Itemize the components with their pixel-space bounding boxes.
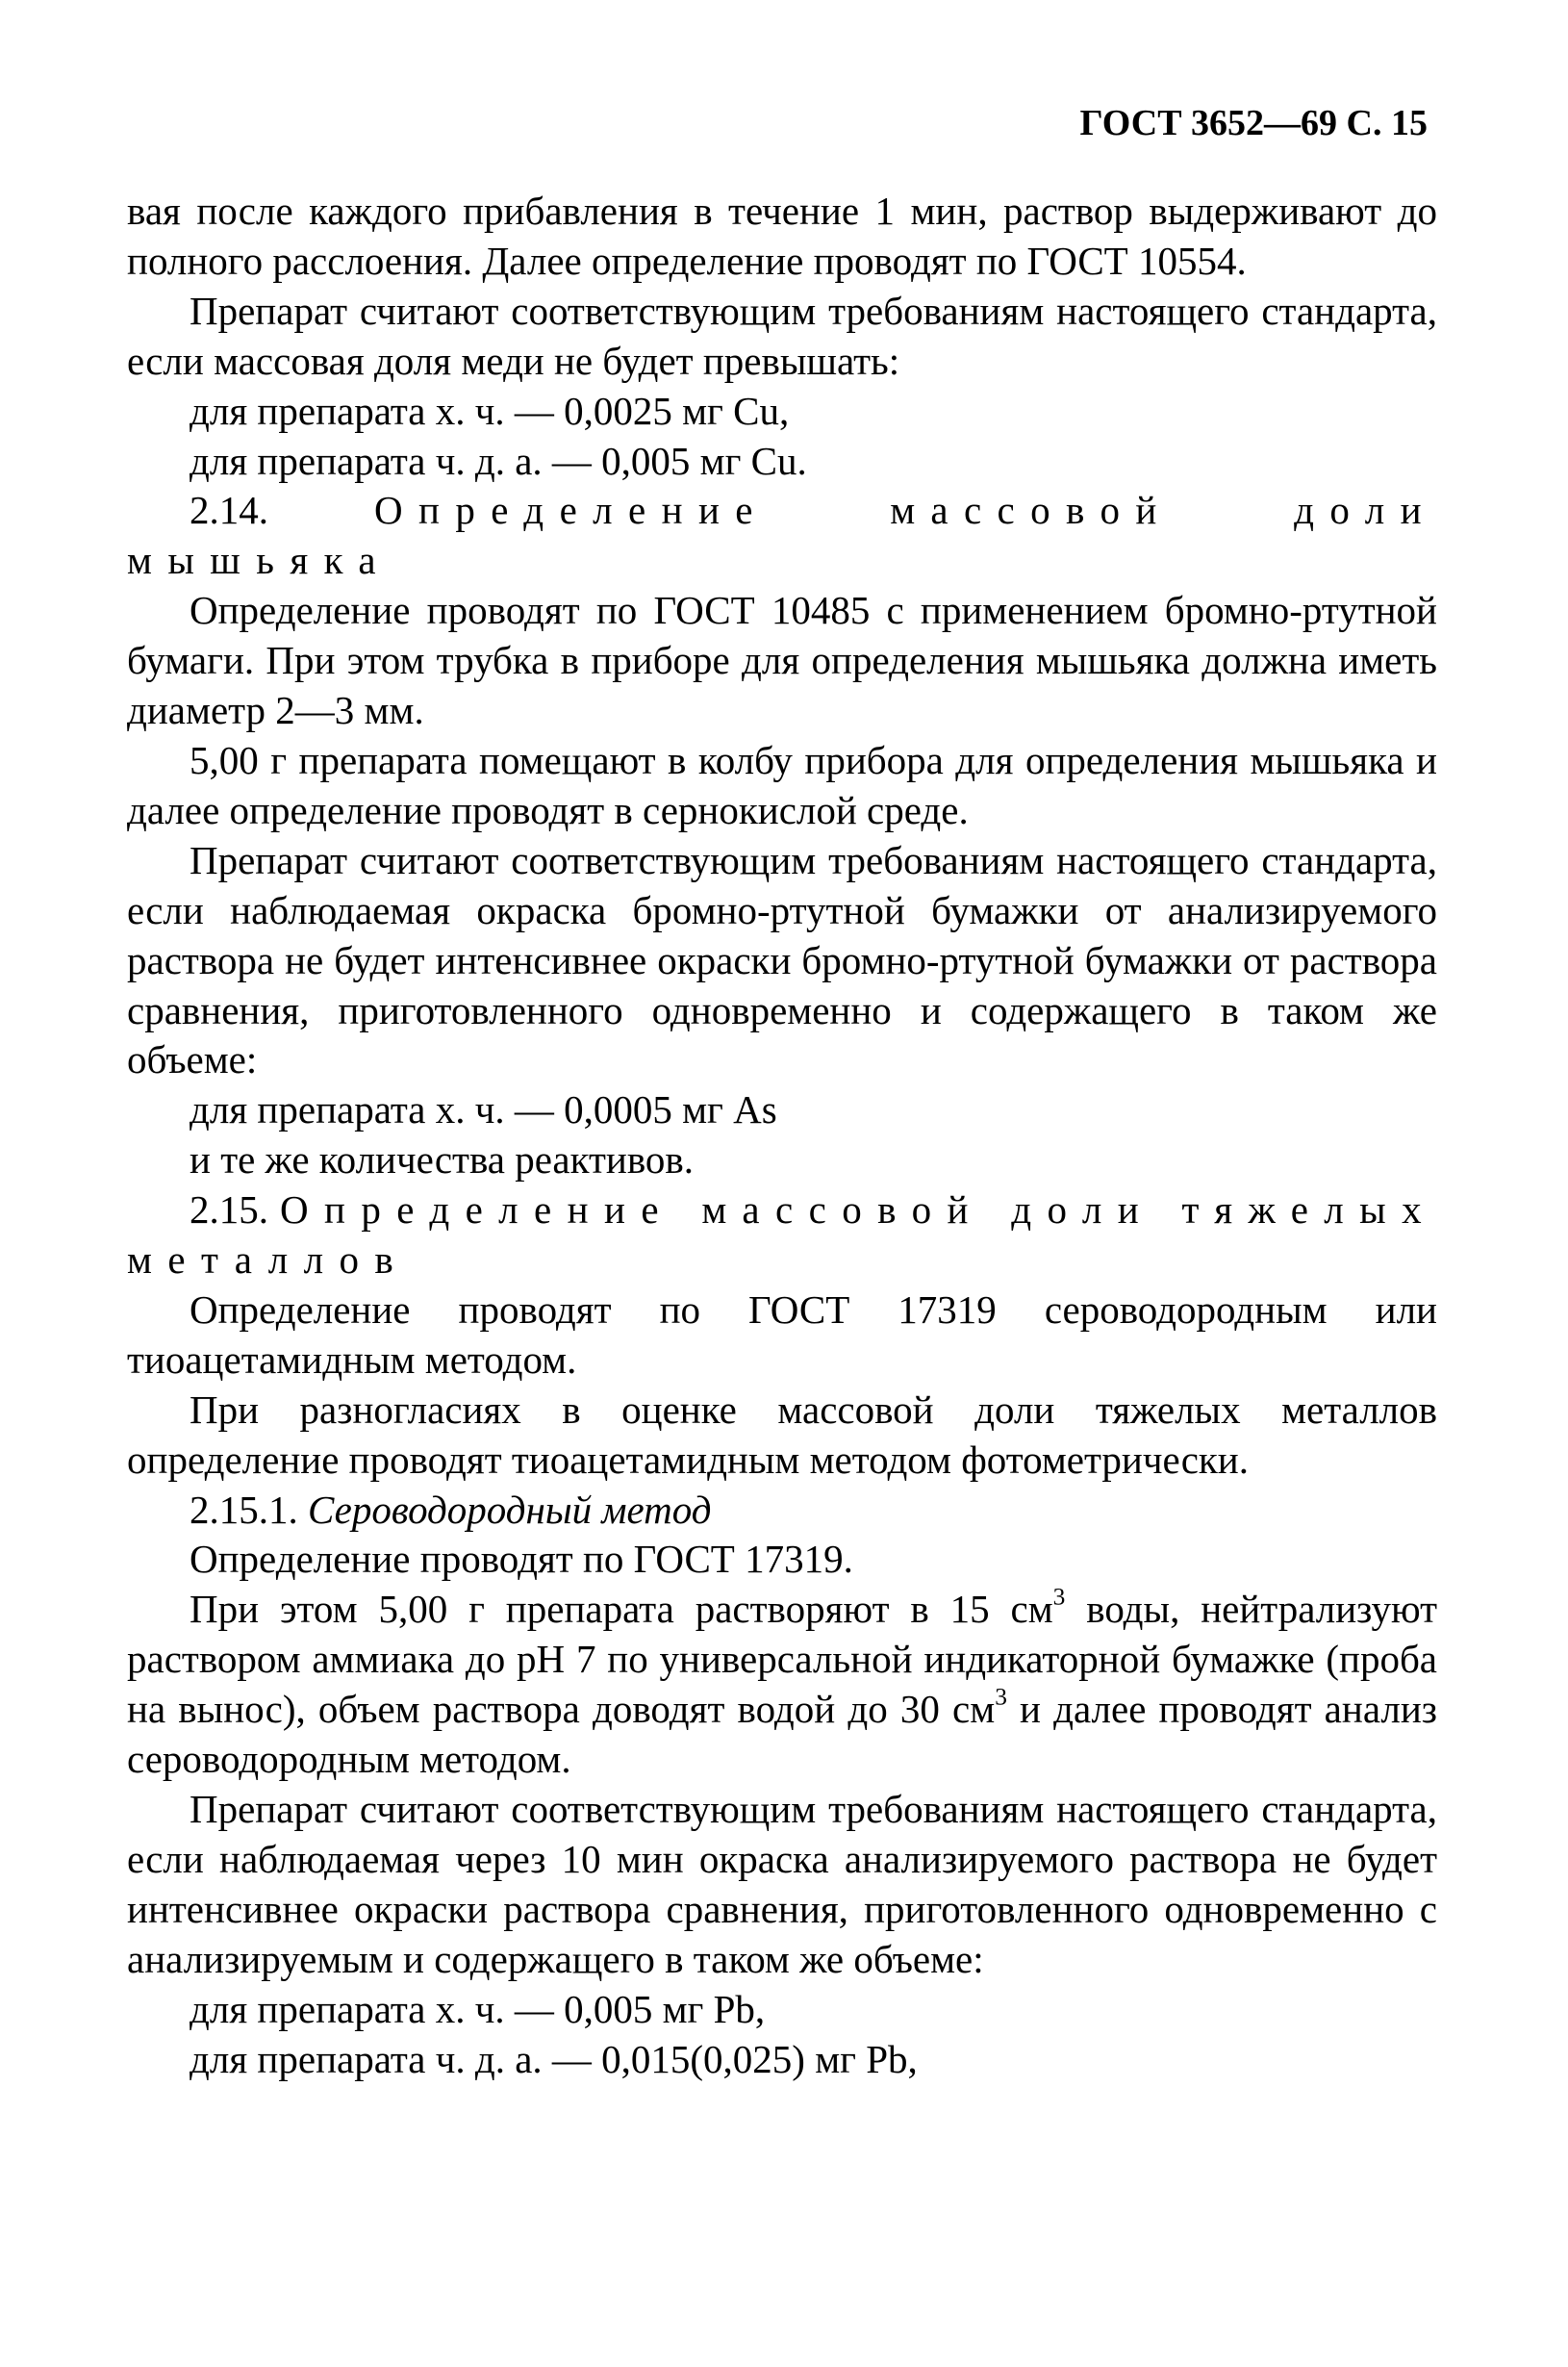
section-title: Определение массовой доли мышьяка	[127, 488, 1437, 583]
paragraph: Препарат считают соответствующим требованиям настоящего стандарта, если наблюдаемая через 10 мин окраска анализируемого раствора не будет интенсивнее окраски раствора сравнения, приготовленного одновременно с анализируемым и содержащего в таком же объеме:	[127, 1787, 1437, 1981]
list-item: для препарата х. ч. — 0,0025 мг Cu,	[190, 388, 790, 433]
section-heading-2-15	[127, 1185, 1437, 1285]
paragraph: Препарат считают соответствующим требованиям настоящего стандарта, если массовая доля меди не будет превышать:	[127, 288, 1437, 383]
text-run: При этом 5,00 г препарата растворяют в 15 см	[190, 1587, 1053, 1632]
section-title: Определение массовой доли тяжелых металлов	[127, 1187, 1437, 1283]
superscript: 3	[1052, 1584, 1066, 1612]
paragraph: При разногласиях в оценке массовой доли тяжелых металлов определение проводят тиоацетамидным методом фотометрически.	[127, 1387, 1437, 1482]
paragraph: Препарат считают соответствующим требованиям настоящего стандарта, если наблюдаемая окраска бромно-ртутной бумажки от анализируемого раствора не будет интенсивнее окраски бромно-ртутной бумажки от раствора сравнения, приготовленного одновременно и содержащего в таком же объеме:	[127, 837, 1437, 1082]
subsection-heading-2-15-1	[127, 1486, 1437, 1536]
superscript: 3	[995, 1683, 1007, 1711]
list-item: для препарата х. ч. — 0,005 мг Pb,	[190, 1986, 766, 2031]
list-item: для препарата х. ч. — 0,0005 мг As	[190, 1087, 777, 1133]
section-title: Сероводородный метод	[308, 1487, 712, 1532]
list-item: для препарата ч. д. а. — 0,005 мг Cu.	[190, 438, 807, 483]
paragraph: Определение проводят по ГОСТ 17319.	[190, 1537, 853, 1582]
section-number: 2.15.1.	[190, 1487, 298, 1532]
text-run: воды, нейтрализуют раствором аммиака до pH 7 по универсальной индикаторной бумажке (проба на вынос), объем раствора доводят водой до 30 см	[127, 1587, 1438, 1732]
section-heading-2-14	[127, 486, 1437, 586]
paragraph	[127, 1585, 1437, 1785]
section-number: 2.15.	[190, 1187, 268, 1233]
list-item: и те же количества реактивов.	[190, 1137, 695, 1183]
section-number: 2.14.	[190, 488, 268, 533]
paragraph: Определение проводят по ГОСТ 17319 сероводородным или тиоацетамидным методом.	[127, 1286, 1437, 1382]
list-item: для препарата ч. д. а. — 0,015(0,025) мг Pb,	[190, 2036, 918, 2081]
paragraph: Определение проводят по ГОСТ 10485 с применением бромно-ртутной бумаги. При этом трубка в приборе для определения мышьяка должна иметь диаметр 2—3 мм.	[127, 588, 1437, 733]
running-header: ГОСТ 3652—69 С. 15	[1079, 103, 1428, 143]
text-run: и далее проводят анализ сероводородным методом.	[127, 1687, 1437, 1782]
paragraph: вая после каждого прибавления в течение 1 мин, раствор выдерживают до полного расслоения. Далее определение проводят по ГОСТ 10554.	[127, 189, 1437, 283]
paragraph: 5,00 г препарата помещают в колбу прибора для определения мышьяка и далее определение проводят в сернокислой среде.	[127, 737, 1437, 832]
body-text	[127, 187, 1437, 2084]
